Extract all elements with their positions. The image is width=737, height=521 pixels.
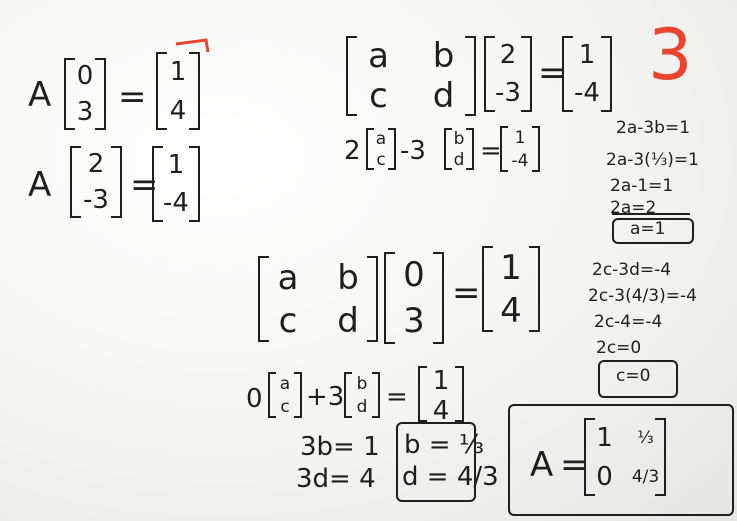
- matrix-entry: 0: [596, 461, 613, 492]
- step-line: 2a=2: [610, 198, 657, 218]
- equals-sign: =: [130, 165, 159, 205]
- vec-entry: 3: [403, 301, 425, 341]
- red-tick-mark: [176, 40, 208, 52]
- vec-entry: 1: [578, 40, 596, 70]
- step-line: 2c-3d=-4: [592, 260, 672, 280]
- matrix-entry: ⅓: [637, 427, 654, 448]
- symbol-a-2: A: [28, 165, 52, 205]
- vec-entry: 3: [76, 97, 94, 127]
- coef-0: 0: [246, 384, 263, 414]
- vec-entry: d: [356, 396, 368, 417]
- final-symbol-a: A: [530, 445, 554, 485]
- vec-entry: 1: [167, 150, 185, 180]
- matrix-entry: d: [337, 300, 359, 341]
- step-3d: 3d= 4: [296, 464, 376, 494]
- result-d: d = 4/3: [402, 462, 499, 492]
- coef-2: 2: [344, 136, 361, 166]
- matrix-entry: b: [337, 257, 359, 298]
- matrix-entry: d: [432, 76, 455, 116]
- vec-entry: -4: [163, 188, 189, 218]
- equals-sign: =: [538, 53, 567, 93]
- step-line: 2a-3(⅓)=1: [606, 150, 699, 170]
- vec-entry: -4: [511, 150, 529, 171]
- matrix-entry: 4/3: [631, 466, 660, 487]
- step-line: 2c-3(4/3)=-4: [588, 286, 697, 306]
- equals-sign: =: [560, 445, 589, 485]
- equals-sign: =: [452, 273, 481, 313]
- matrix-entry: c: [369, 76, 388, 116]
- vec-entry: b: [356, 373, 368, 394]
- vec-entry: a: [375, 128, 387, 149]
- vec-entry: 0: [76, 61, 94, 91]
- problem-number: 3: [648, 14, 693, 96]
- vec-entry: a: [279, 373, 291, 394]
- matrix-entry: 1: [596, 422, 613, 453]
- op-plus-3: +3: [306, 382, 345, 412]
- result-b: b = ⅓: [404, 430, 485, 460]
- vec-entry: -4: [574, 78, 600, 108]
- vec-entry: 0: [403, 255, 425, 295]
- vec-entry: 1: [514, 127, 526, 148]
- equals-sign: =: [480, 136, 502, 166]
- equals-sign: =: [386, 382, 408, 412]
- step-3b: 3b= 1: [300, 432, 380, 462]
- vec-entry: 4: [500, 290, 522, 331]
- op-minus-3: -3: [400, 136, 426, 166]
- vec-entry: -3: [83, 185, 109, 215]
- vec-entry: 1: [500, 247, 522, 288]
- vec-entry: c: [280, 396, 290, 417]
- vec-entry: c: [376, 149, 386, 170]
- symbol-a-1: A: [28, 75, 52, 115]
- vec-entry: 2: [499, 40, 517, 70]
- equals-sign: =: [118, 77, 147, 117]
- vec-entry: 1: [432, 366, 450, 396]
- step-line: 2a-1=1: [610, 176, 674, 196]
- step-line: 2c-4=-4: [594, 312, 663, 332]
- step-line: 2a-3b=1: [616, 118, 691, 138]
- vec-entry: d: [453, 149, 465, 170]
- step-line: 2c=0: [596, 338, 642, 358]
- vec-entry: 4: [169, 95, 187, 126]
- vec-entry: 1: [169, 56, 187, 87]
- vec-entry: b: [453, 128, 465, 149]
- result-a: a=1: [630, 219, 666, 239]
- matrix-entry: c: [278, 300, 298, 341]
- vec-entry: 2: [87, 149, 105, 179]
- vec-entry: 4: [432, 396, 450, 426]
- matrix-entry: b: [432, 36, 455, 76]
- matrix-entry: a: [277, 257, 299, 298]
- result-c: c=0: [616, 366, 651, 386]
- matrix-entry: a: [368, 36, 389, 76]
- vec-entry: -3: [495, 78, 521, 108]
